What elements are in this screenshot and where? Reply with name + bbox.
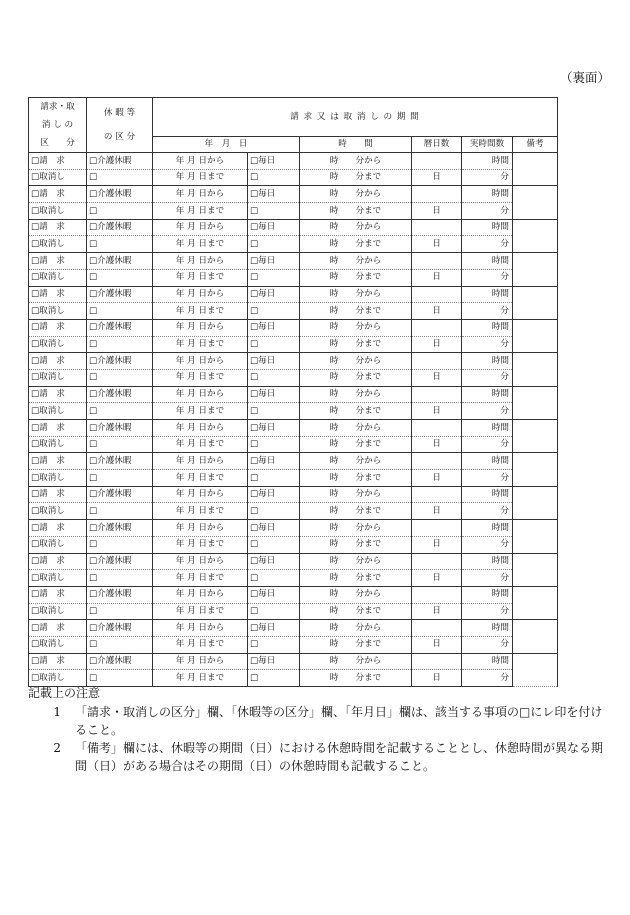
minutes-cell[interactable]: 分 [462,336,513,353]
request-checkbox[interactable]: □請 求 [29,319,87,336]
time-from: 時 分から [300,186,412,203]
table-row [29,319,558,336]
remarks-cell[interactable] [513,620,558,653]
cancel-checkbox[interactable]: □取消し [29,336,87,353]
hours-cell[interactable]: 時間 [462,586,513,603]
date-to: 年 月 日まで [153,269,248,286]
table-row [29,203,558,220]
time-from: 時 分から [300,553,412,570]
date-from: 年 月 日から [153,586,248,603]
other-leave-checkbox[interactable]: □ [87,203,153,220]
cancel-checkbox[interactable]: □取消し [29,303,87,320]
table-row [29,470,558,487]
care-leave-checkbox[interactable]: □介護休暇 [87,319,153,336]
days-unit: 日 [412,603,462,620]
daily-checkbox[interactable]: □毎日 [248,386,300,403]
care-leave-checkbox[interactable]: □介護休暇 [87,486,153,503]
cancel-checkbox[interactable]: □取消し [29,169,87,186]
leave-request-table [28,97,558,687]
daily-checkbox[interactable]: □毎日 [248,586,300,603]
other-day-checkbox[interactable]: □ [248,670,300,687]
date-from: 年 月 日から [153,520,248,537]
time-from: 時 分から [300,319,412,336]
remarks-cell[interactable] [513,553,558,586]
date-from: 年 月 日から [153,420,248,437]
other-day-checkbox[interactable]: □ [248,470,300,487]
other-day-checkbox[interactable]: □ [248,603,300,620]
date-to: 年 月 日まで [153,236,248,253]
request-checkbox[interactable]: □請 求 [29,520,87,537]
other-leave-checkbox[interactable]: □ [87,436,153,453]
other-day-checkbox[interactable]: □ [248,503,300,520]
calendar-days-cell[interactable] [412,420,462,437]
table-row [29,436,558,453]
request-checkbox[interactable]: □請 求 [29,453,87,470]
minutes-cell[interactable]: 分 [462,303,513,320]
minutes-cell[interactable]: 分 [462,203,513,220]
cancel-checkbox[interactable]: □取消し [29,503,87,520]
date-from: 年 月 日から [153,186,248,203]
table-row [29,286,558,303]
other-day-checkbox[interactable]: □ [248,570,300,587]
request-checkbox[interactable]: □請 求 [29,586,87,603]
daily-checkbox[interactable]: □毎日 [248,520,300,537]
table-row [29,486,558,503]
cancel-checkbox[interactable]: □取消し [29,536,87,553]
remarks-cell[interactable] [513,253,558,286]
remarks-cell[interactable] [513,219,558,252]
care-leave-checkbox[interactable]: □介護休暇 [87,153,153,170]
date-to: 年 月 日まで [153,670,248,687]
date-to: 年 月 日まで [153,503,248,520]
daily-checkbox[interactable]: □毎日 [248,319,300,336]
care-leave-checkbox[interactable]: □介護休暇 [87,520,153,537]
other-leave-checkbox[interactable]: □ [87,336,153,353]
other-leave-checkbox[interactable]: □ [87,603,153,620]
calendar-days-cell[interactable] [412,386,462,403]
header-ymd: 年 月 日 [153,137,300,153]
remarks-cell[interactable] [513,586,558,619]
date-to: 年 月 日まで [153,369,248,386]
days-unit: 日 [412,303,462,320]
date-to: 年 月 日まで [153,303,248,320]
minutes-cell[interactable]: 分 [462,603,513,620]
date-to: 年 月 日まで [153,470,248,487]
minutes-cell[interactable]: 分 [462,169,513,186]
remarks-cell[interactable] [513,653,558,686]
hours-cell[interactable]: 時間 [462,353,513,370]
cancel-checkbox[interactable]: □取消し [29,403,87,420]
other-day-checkbox[interactable]: □ [248,636,300,653]
other-leave-checkbox[interactable]: □ [87,269,153,286]
date-to: 年 月 日まで [153,203,248,220]
daily-checkbox[interactable]: □毎日 [248,219,300,236]
request-checkbox[interactable]: □請 求 [29,620,87,637]
minutes-cell[interactable]: 分 [462,536,513,553]
header-remarks: 備考 [513,137,558,153]
other-leave-checkbox[interactable]: □ [87,536,153,553]
date-from: 年 月 日から [153,386,248,403]
time-to: 時 分まで [300,403,412,420]
notes-title: 記載上の注意 [28,686,101,700]
cancel-checkbox[interactable]: □取消し [29,636,87,653]
care-leave-checkbox[interactable]: □介護休暇 [87,286,153,303]
cancel-checkbox[interactable]: □取消し [29,203,87,220]
request-checkbox[interactable]: □請 求 [29,486,87,503]
calendar-days-cell[interactable] [412,520,462,537]
daily-checkbox[interactable]: □毎日 [248,486,300,503]
daily-checkbox[interactable]: □毎日 [248,453,300,470]
table-row [29,169,558,186]
other-leave-checkbox[interactable]: □ [87,403,153,420]
other-day-checkbox[interactable]: □ [248,203,300,220]
time-to: 時 分まで [300,169,412,186]
days-unit: 日 [412,403,462,420]
request-checkbox[interactable]: □請 求 [29,286,87,303]
request-checkbox[interactable]: □請 求 [29,386,87,403]
cancel-checkbox[interactable]: □取消し [29,236,87,253]
daily-checkbox[interactable]: □毎日 [248,153,300,170]
care-leave-checkbox[interactable]: □介護休暇 [87,620,153,637]
hours-cell[interactable]: 時間 [462,620,513,637]
time-from: 時 分から [300,219,412,236]
cancel-checkbox[interactable]: □取消し [29,470,87,487]
table-row [29,303,558,320]
remarks-cell[interactable] [513,319,558,352]
daily-checkbox[interactable]: □毎日 [248,286,300,303]
request-checkbox[interactable]: □請 求 [29,153,87,170]
other-day-checkbox[interactable]: □ [248,369,300,386]
header-time: 時 間 [300,137,412,153]
date-from: 年 月 日から [153,219,248,236]
time-to: 時 分まで [300,570,412,587]
calendar-days-cell[interactable] [412,586,462,603]
time-from: 時 分から [300,620,412,637]
table-row [29,186,558,203]
other-leave-checkbox[interactable]: □ [87,470,153,487]
other-leave-checkbox[interactable]: □ [87,169,153,186]
table-row [29,636,558,653]
cancel-checkbox[interactable]: □取消し [29,369,87,386]
request-checkbox[interactable]: □請 求 [29,186,87,203]
days-unit: 日 [412,436,462,453]
header-days: 暦日数 [412,137,462,153]
care-leave-checkbox[interactable]: □介護休暇 [87,420,153,437]
back-side-label: （裏面） [559,70,610,85]
minutes-cell[interactable]: 分 [462,503,513,520]
other-day-checkbox[interactable]: □ [248,436,300,453]
minutes-cell[interactable]: 分 [462,436,513,453]
time-to: 時 分まで [300,636,412,653]
time-to: 時 分まで [300,203,412,220]
table-row [29,353,558,370]
care-leave-checkbox[interactable]: □介護休暇 [87,386,153,403]
notes-section [28,684,608,775]
remarks-cell[interactable] [513,486,558,519]
daily-checkbox[interactable]: □毎日 [248,620,300,637]
date-from: 年 月 日から [153,453,248,470]
table-row [29,336,558,353]
date-from: 年 月 日から [153,620,248,637]
table-row [29,153,558,170]
table-row [29,386,558,403]
hours-cell[interactable]: 時間 [462,253,513,270]
remarks-cell[interactable] [513,153,558,186]
date-to: 年 月 日まで [153,536,248,553]
table-row [29,236,558,253]
table-row [29,369,558,386]
hours-cell[interactable]: 時間 [462,386,513,403]
minutes-cell[interactable]: 分 [462,636,513,653]
care-leave-checkbox[interactable]: □介護休暇 [87,586,153,603]
care-leave-checkbox[interactable]: □介護休暇 [87,553,153,570]
table-row [29,603,558,620]
date-from: 年 月 日から [153,653,248,670]
table-row [29,269,558,286]
table-row [29,553,558,570]
time-to: 時 分まで [300,436,412,453]
calendar-days-cell[interactable] [412,353,462,370]
other-leave-checkbox[interactable]: □ [87,570,153,587]
other-day-checkbox[interactable]: □ [248,403,300,420]
table-row [29,520,558,537]
request-checkbox[interactable]: □請 求 [29,553,87,570]
calendar-days-cell[interactable] [412,286,462,303]
header-leave-type: 休 暇 等 の 区 分 [87,98,153,153]
calendar-days-cell[interactable] [412,553,462,570]
time-to: 時 分まで [300,269,412,286]
other-day-checkbox[interactable]: □ [248,336,300,353]
request-checkbox[interactable]: □請 求 [29,420,87,437]
other-day-checkbox[interactable]: □ [248,303,300,320]
request-checkbox[interactable]: □請 求 [29,219,87,236]
other-leave-checkbox[interactable]: □ [87,503,153,520]
remarks-cell[interactable] [513,186,558,219]
minutes-cell[interactable]: 分 [462,236,513,253]
header-hours: 実時間数 [462,137,513,153]
header-request-cancel: 請求・取 消 し の 区 分 [29,98,87,153]
time-to: 時 分まで [300,236,412,253]
time-to: 時 分まで [300,536,412,553]
other-day-checkbox[interactable]: □ [248,236,300,253]
other-leave-checkbox[interactable]: □ [87,636,153,653]
date-to: 年 月 日まで [153,403,248,420]
date-from: 年 月 日から [153,153,248,170]
table-row [29,570,558,587]
table-row [29,620,558,637]
days-unit: 日 [412,369,462,386]
time-to: 時 分まで [300,603,412,620]
time-to: 時 分まで [300,503,412,520]
remarks-cell[interactable] [513,386,558,419]
table-row [29,420,558,437]
request-checkbox[interactable]: □請 求 [29,253,87,270]
time-to: 時 分まで [300,369,412,386]
hours-cell[interactable]: 時間 [462,520,513,537]
days-unit: 日 [412,169,462,186]
care-leave-checkbox[interactable]: □介護休暇 [87,653,153,670]
days-unit: 日 [412,536,462,553]
note-item: 1 「請求・取消しの区分」欄、「休暇等の区分」欄、「年月日」欄は、該当する事項の□にレ印を付けること。 [53,705,603,737]
date-from: 年 月 日から [153,286,248,303]
minutes-cell[interactable]: 分 [462,269,513,286]
remarks-cell[interactable] [513,353,558,386]
days-unit: 日 [412,236,462,253]
calendar-days-cell[interactable] [412,453,462,470]
date-to: 年 月 日まで [153,636,248,653]
days-unit: 日 [412,269,462,286]
calendar-days-cell[interactable] [412,253,462,270]
care-leave-checkbox[interactable]: □介護休暇 [87,353,153,370]
time-to: 時 分まで [300,336,412,353]
time-from: 時 分から [300,253,412,270]
other-leave-checkbox[interactable]: □ [87,369,153,386]
other-day-checkbox[interactable]: □ [248,269,300,286]
time-from: 時 分から [300,420,412,437]
time-from: 時 分から [300,486,412,503]
time-from: 時 分から [300,653,412,670]
remarks-cell[interactable] [513,286,558,319]
care-leave-checkbox[interactable]: □介護休暇 [87,453,153,470]
other-day-checkbox[interactable]: □ [248,169,300,186]
hours-cell[interactable]: 時間 [462,319,513,336]
daily-checkbox[interactable]: □毎日 [248,553,300,570]
hours-cell[interactable]: 時間 [462,553,513,570]
minutes-cell[interactable]: 分 [462,570,513,587]
minutes-cell[interactable]: 分 [462,369,513,386]
care-leave-checkbox[interactable]: □介護休暇 [87,253,153,270]
time-to: 時 分まで [300,470,412,487]
calendar-days-cell[interactable] [412,653,462,670]
time-from: 時 分から [300,586,412,603]
minutes-cell[interactable]: 分 [462,670,513,687]
table-row [29,403,558,420]
days-unit: 日 [412,336,462,353]
hours-cell[interactable]: 時間 [462,219,513,236]
date-from: 年 月 日から [153,319,248,336]
days-unit: 日 [412,636,462,653]
table-row [29,586,558,603]
hours-cell[interactable]: 時間 [462,420,513,437]
cancel-checkbox[interactable]: □取消し [29,670,87,687]
calendar-days-cell[interactable] [412,620,462,637]
days-unit: 日 [412,203,462,220]
calendar-days-cell[interactable] [412,219,462,236]
calendar-days-cell[interactable] [412,153,462,170]
time-from: 時 分から [300,453,412,470]
hours-cell[interactable]: 時間 [462,453,513,470]
calendar-days-cell[interactable] [412,319,462,336]
calendar-days-cell[interactable] [412,486,462,503]
other-leave-checkbox[interactable]: □ [87,236,153,253]
remarks-cell[interactable] [513,453,558,486]
calendar-days-cell[interactable] [412,186,462,203]
table-row [29,453,558,470]
hours-cell[interactable]: 時間 [462,486,513,503]
time-from: 時 分から [300,286,412,303]
cancel-checkbox[interactable]: □取消し [29,269,87,286]
date-from: 年 月 日から [153,486,248,503]
date-to: 年 月 日まで [153,336,248,353]
time-to: 時 分まで [300,303,412,320]
date-from: 年 月 日から [153,553,248,570]
date-from: 年 月 日から [153,353,248,370]
time-to: 時 分まで [300,670,412,687]
remarks-cell[interactable] [513,520,558,553]
table-row [29,219,558,236]
hours-cell[interactable]: 時間 [462,153,513,170]
other-day-checkbox[interactable]: □ [248,536,300,553]
daily-checkbox[interactable]: □毎日 [248,353,300,370]
days-unit: 日 [412,470,462,487]
time-from: 時 分から [300,386,412,403]
remarks-cell[interactable] [513,420,558,453]
daily-checkbox[interactable]: □毎日 [248,653,300,670]
daily-checkbox[interactable]: □毎日 [248,253,300,270]
hours-cell[interactable]: 時間 [462,186,513,203]
date-from: 年 月 日から [153,253,248,270]
note-item: 2 「備考」欄には、休暇等の期間（日）における休憩時間を記載することとし、休憩時間が異なる期間（日）がある場合はその期間（日）の休憩時間も記載すること。 [53,741,604,773]
minutes-cell[interactable]: 分 [462,403,513,420]
date-to: 年 月 日まで [153,436,248,453]
cancel-checkbox[interactable]: □取消し [29,570,87,587]
days-unit: 日 [412,570,462,587]
time-from: 時 分から [300,153,412,170]
date-to: 年 月 日まで [153,570,248,587]
cancel-checkbox[interactable]: □取消し [29,603,87,620]
daily-checkbox[interactable]: □毎日 [248,186,300,203]
table-row [29,536,558,553]
other-leave-checkbox[interactable]: □ [87,670,153,687]
request-checkbox[interactable]: □請 求 [29,353,87,370]
daily-checkbox[interactable]: □毎日 [248,420,300,437]
hours-cell[interactable]: 時間 [462,653,513,670]
table-row [29,253,558,270]
days-unit: 日 [412,503,462,520]
days-unit: 日 [412,670,462,687]
table-row [29,653,558,670]
request-checkbox[interactable]: □請 求 [29,653,87,670]
date-to: 年 月 日まで [153,169,248,186]
table-row [29,503,558,520]
time-from: 時 分から [300,353,412,370]
minutes-cell[interactable]: 分 [462,470,513,487]
other-leave-checkbox[interactable]: □ [87,303,153,320]
hours-cell[interactable]: 時間 [462,286,513,303]
care-leave-checkbox[interactable]: □介護休暇 [87,219,153,236]
time-from: 時 分から [300,520,412,537]
header-period-title: 請 求 又 は 取 消 し の 期 間 [153,98,558,137]
cancel-checkbox[interactable]: □取消し [29,436,87,453]
date-to: 年 月 日まで [153,603,248,620]
care-leave-checkbox[interactable]: □介護休暇 [87,186,153,203]
